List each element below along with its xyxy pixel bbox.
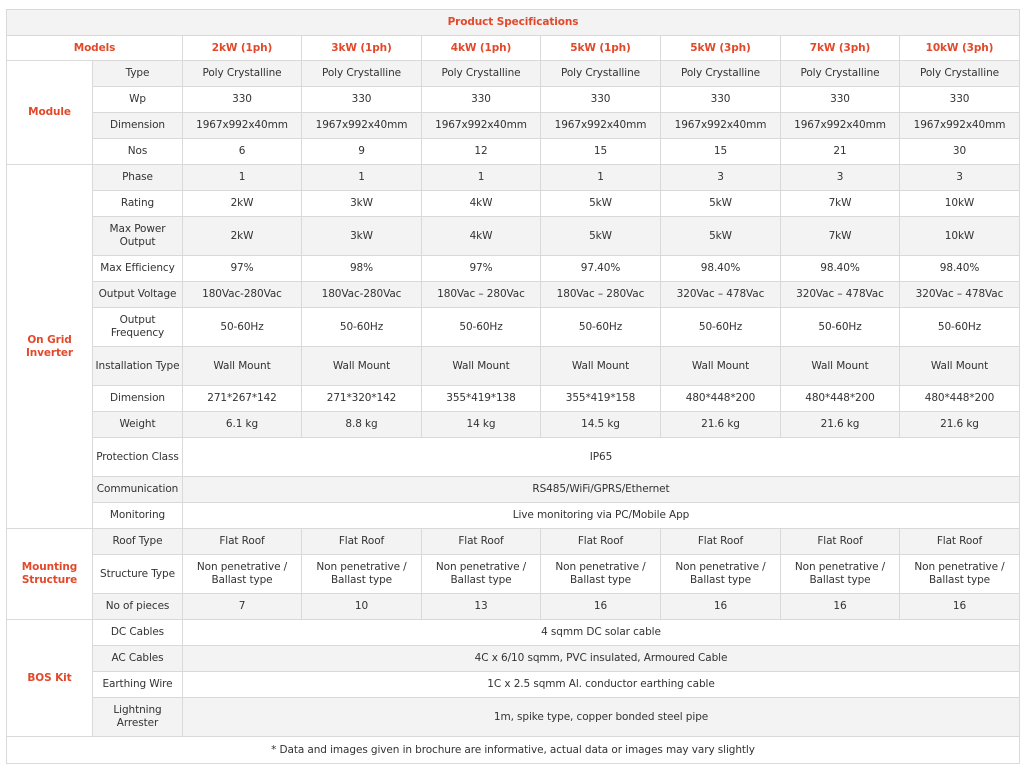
spec-value: 16: [781, 594, 900, 620]
spec-value: 98.40%: [900, 256, 1020, 282]
table-row: [7, 308, 1020, 347]
spec-value: 16: [661, 594, 781, 620]
table-row: [7, 347, 1020, 386]
spec-value: 50-60Hz: [541, 308, 661, 347]
spec-value-all-models: Live monitoring via PC/Mobile App: [183, 503, 1020, 529]
spec-value: 97%: [183, 256, 302, 282]
table-row: [7, 698, 1020, 737]
spec-value: 5kW: [661, 217, 781, 256]
spec-value: 50-60Hz: [183, 308, 302, 347]
spec-value: 7kW: [781, 191, 900, 217]
spec-value: 1967x992x40mm: [900, 113, 1020, 139]
spec-value: Poly Crystalline: [302, 61, 422, 87]
model-header: 5kW (1ph): [541, 36, 661, 61]
spec-label: Max Efficiency: [93, 256, 183, 282]
section-label: Module: [7, 61, 93, 165]
spec-value: 10: [302, 594, 422, 620]
spec-value: Poly Crystalline: [661, 61, 781, 87]
spec-value: Poly Crystalline: [183, 61, 302, 87]
table-row: [7, 672, 1020, 698]
spec-value: 330: [183, 87, 302, 113]
spec-value: 13: [422, 594, 541, 620]
spec-value: 1967x992x40mm: [183, 113, 302, 139]
models-header: Models: [7, 36, 183, 61]
spec-value: Non penetrative / Ballast type: [781, 555, 900, 594]
spec-value: 1: [422, 165, 541, 191]
spec-value: 3: [900, 165, 1020, 191]
spec-value: 2kW: [183, 217, 302, 256]
table-title: Product Specifications: [7, 10, 1020, 36]
spec-label: DC Cables: [93, 620, 183, 646]
spec-value: 5kW: [541, 217, 661, 256]
spec-value: 4kW: [422, 217, 541, 256]
spec-value: Wall Mount: [900, 347, 1020, 386]
spec-label: Earthing Wire: [93, 672, 183, 698]
spec-label: Communication: [93, 477, 183, 503]
spec-label: Structure Type: [93, 555, 183, 594]
spec-value: Flat Roof: [541, 529, 661, 555]
table-row: [7, 139, 1020, 165]
spec-value: Flat Roof: [781, 529, 900, 555]
spec-value: 320Vac – 478Vac: [661, 282, 781, 308]
spec-value: 21.6 kg: [900, 412, 1020, 438]
spec-value: 10kW: [900, 217, 1020, 256]
spec-value: Poly Crystalline: [422, 61, 541, 87]
spec-label: Wp: [93, 87, 183, 113]
spec-value: 2kW: [183, 191, 302, 217]
spec-value: 6.1 kg: [183, 412, 302, 438]
spec-value: 9: [302, 139, 422, 165]
spec-value: 330: [302, 87, 422, 113]
table-row: [7, 165, 1020, 191]
spec-value: Flat Roof: [661, 529, 781, 555]
spec-value: 180Vac-280Vac: [183, 282, 302, 308]
spec-value: 180Vac – 280Vac: [541, 282, 661, 308]
table-row: [7, 438, 1020, 477]
spec-value: Wall Mount: [541, 347, 661, 386]
table-row: [7, 646, 1020, 672]
spec-value: Poly Crystalline: [541, 61, 661, 87]
spec-value: 1: [183, 165, 302, 191]
spec-value: Non penetrative / Ballast type: [422, 555, 541, 594]
spec-value: Flat Roof: [302, 529, 422, 555]
spec-value: 50-60Hz: [781, 308, 900, 347]
spec-value: 355*419*158: [541, 386, 661, 412]
table-row: [7, 191, 1020, 217]
spec-value: 98.40%: [781, 256, 900, 282]
spec-label: Output Voltage: [93, 282, 183, 308]
spec-value: 4kW: [422, 191, 541, 217]
model-header: 5kW (3ph): [661, 36, 781, 61]
table-row: [7, 113, 1020, 139]
spec-value: 10kW: [900, 191, 1020, 217]
spec-value: 14.5 kg: [541, 412, 661, 438]
section-label: On Grid Inverter: [7, 165, 93, 529]
spec-label: Phase: [93, 165, 183, 191]
spec-value: 180Vac – 280Vac: [422, 282, 541, 308]
spec-value: 97%: [422, 256, 541, 282]
spec-value: 1967x992x40mm: [422, 113, 541, 139]
spec-label: Dimension: [93, 113, 183, 139]
spec-label: Weight: [93, 412, 183, 438]
spec-value: Non penetrative / Ballast type: [661, 555, 781, 594]
spec-value: 1967x992x40mm: [541, 113, 661, 139]
spec-label: Dimension: [93, 386, 183, 412]
spec-value: Non penetrative / Ballast type: [183, 555, 302, 594]
table-row: [7, 594, 1020, 620]
product-specifications-table: [6, 9, 1020, 764]
spec-value: 16: [900, 594, 1020, 620]
spec-value: Wall Mount: [302, 347, 422, 386]
spec-label: Nos: [93, 139, 183, 165]
spec-value-all-models: 4C x 6/10 sqmm, PVC insulated, Armoured Cable: [183, 646, 1020, 672]
spec-value-all-models: 1m, spike type, copper bonded steel pipe: [183, 698, 1020, 737]
spec-value: 1: [541, 165, 661, 191]
spec-value-all-models: RS485/WiFi/GPRS/Ethernet: [183, 477, 1020, 503]
spec-value: 320Vac – 478Vac: [900, 282, 1020, 308]
spec-value: 50-60Hz: [900, 308, 1020, 347]
table-row: [7, 529, 1020, 555]
spec-value: 98.40%: [661, 256, 781, 282]
spec-value: Non penetrative / Ballast type: [541, 555, 661, 594]
spec-value: 3: [661, 165, 781, 191]
spec-value: 330: [422, 87, 541, 113]
spec-value: 180Vac-280Vac: [302, 282, 422, 308]
model-header: 3kW (1ph): [302, 36, 422, 61]
spec-value: Non penetrative / Ballast type: [900, 555, 1020, 594]
spec-label: Monitoring: [93, 503, 183, 529]
spec-value: 480*448*200: [781, 386, 900, 412]
spec-value: 97.40%: [541, 256, 661, 282]
spec-label: Type: [93, 61, 183, 87]
spec-value: 330: [661, 87, 781, 113]
footnote: * Data and images given in brochure are informative, actual data or images may vary slightly: [7, 737, 1020, 764]
spec-value: 21.6 kg: [661, 412, 781, 438]
spec-value: Wall Mount: [183, 347, 302, 386]
spec-value: Wall Mount: [422, 347, 541, 386]
spec-value: 50-60Hz: [661, 308, 781, 347]
spec-value: 7: [183, 594, 302, 620]
spec-value: 14 kg: [422, 412, 541, 438]
spec-value-all-models: IP65: [183, 438, 1020, 477]
model-header: 10kW (3ph): [900, 36, 1020, 61]
spec-value: 98%: [302, 256, 422, 282]
spec-value: 355*419*138: [422, 386, 541, 412]
spec-label: Rating: [93, 191, 183, 217]
spec-value: Wall Mount: [661, 347, 781, 386]
spec-value: 271*320*142: [302, 386, 422, 412]
spec-value: Poly Crystalline: [900, 61, 1020, 87]
spec-value: Flat Roof: [183, 529, 302, 555]
spec-label: Protection Class: [93, 438, 183, 477]
spec-label: Lightning Arrester: [93, 698, 183, 737]
spec-value: 320Vac – 478Vac: [781, 282, 900, 308]
spec-value: Poly Crystalline: [781, 61, 900, 87]
table-row: [7, 61, 1020, 87]
table-row: [7, 620, 1020, 646]
spec-value: 3kW: [302, 191, 422, 217]
spec-value: Non penetrative / Ballast type: [302, 555, 422, 594]
section-label: BOS Kit: [7, 620, 93, 737]
spec-value: 271*267*142: [183, 386, 302, 412]
spec-label: AC Cables: [93, 646, 183, 672]
model-header: 7kW (3ph): [781, 36, 900, 61]
table-row: [7, 87, 1020, 113]
spec-value: 6: [183, 139, 302, 165]
spec-value: 50-60Hz: [302, 308, 422, 347]
model-header: 4kW (1ph): [422, 36, 541, 61]
spec-value: 12: [422, 139, 541, 165]
spec-label: Output Frequency: [93, 308, 183, 347]
spec-label: Roof Type: [93, 529, 183, 555]
spec-value: Flat Roof: [900, 529, 1020, 555]
spec-value: 16: [541, 594, 661, 620]
spec-value: 480*448*200: [900, 386, 1020, 412]
spec-value: 330: [900, 87, 1020, 113]
table-row: [7, 282, 1020, 308]
spec-value-all-models: 1C x 2.5 sqmm Al. conductor earthing cable: [183, 672, 1020, 698]
spec-value: 15: [661, 139, 781, 165]
table-row: [7, 412, 1020, 438]
spec-table-container: [6, 9, 1019, 764]
spec-label: Installation Type: [93, 347, 183, 386]
spec-label: Max Power Output: [93, 217, 183, 256]
table-row: [7, 386, 1020, 412]
table-row: [7, 477, 1020, 503]
model-header: 2kW (1ph): [183, 36, 302, 61]
table-row: [7, 555, 1020, 594]
spec-value: 5kW: [661, 191, 781, 217]
spec-value: 480*448*200: [661, 386, 781, 412]
spec-label: No of pieces: [93, 594, 183, 620]
spec-value: 21: [781, 139, 900, 165]
spec-value: 21.6 kg: [781, 412, 900, 438]
spec-value: 3: [781, 165, 900, 191]
spec-value: 8.8 kg: [302, 412, 422, 438]
spec-value: 5kW: [541, 191, 661, 217]
spec-value: 50-60Hz: [422, 308, 541, 347]
spec-value: 7kW: [781, 217, 900, 256]
spec-value: 1967x992x40mm: [302, 113, 422, 139]
table-row: [7, 503, 1020, 529]
spec-value: Flat Roof: [422, 529, 541, 555]
section-label: Mounting Structure: [7, 529, 93, 620]
spec-value: 30: [900, 139, 1020, 165]
table-row: [7, 256, 1020, 282]
spec-value: 1: [302, 165, 422, 191]
spec-value: 330: [541, 87, 661, 113]
spec-value: 3kW: [302, 217, 422, 256]
table-row: [7, 217, 1020, 256]
spec-value: 1967x992x40mm: [661, 113, 781, 139]
spec-value: 330: [781, 87, 900, 113]
spec-value: 1967x992x40mm: [781, 113, 900, 139]
spec-value: 15: [541, 139, 661, 165]
spec-value: Wall Mount: [781, 347, 900, 386]
spec-value-all-models: 4 sqmm DC solar cable: [183, 620, 1020, 646]
